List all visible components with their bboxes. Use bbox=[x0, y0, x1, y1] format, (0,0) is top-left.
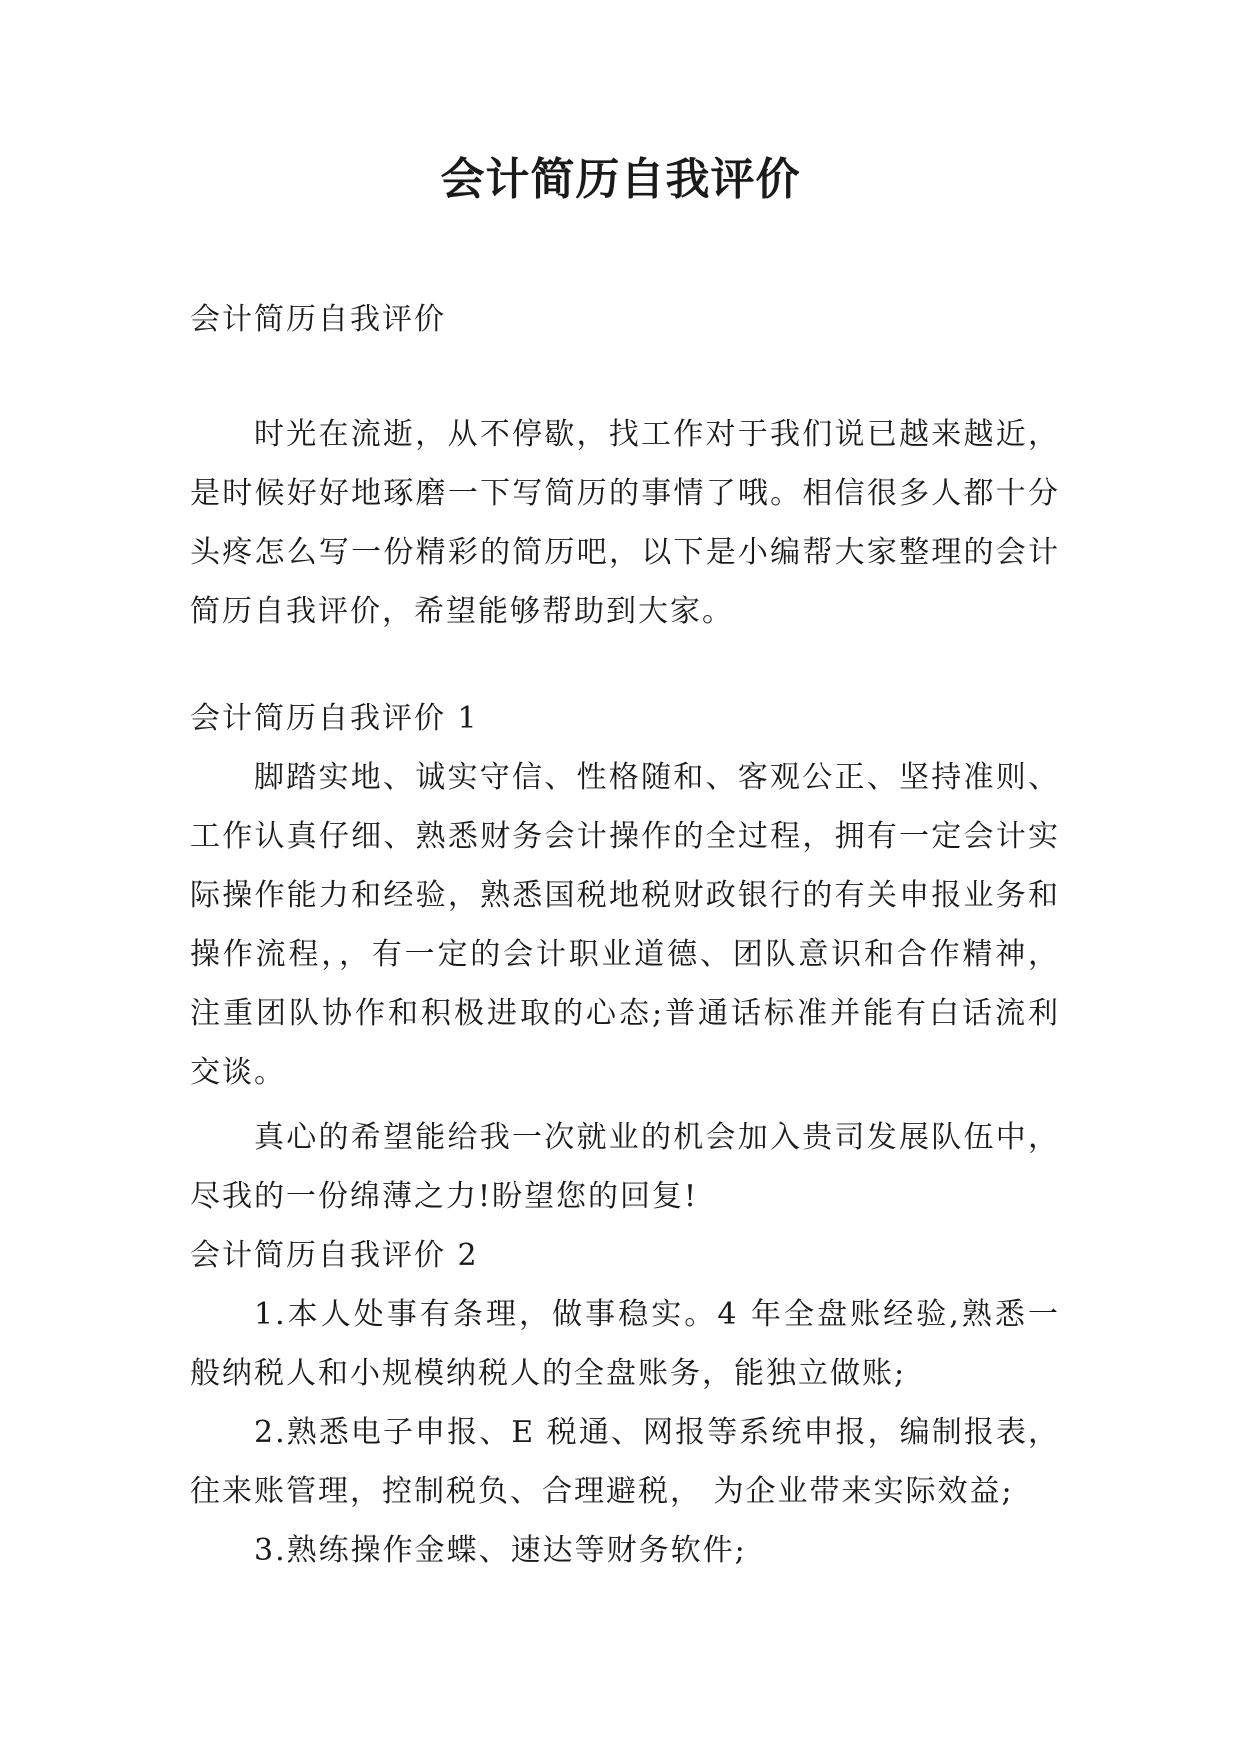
section-2-heading: 会计简历自我评价 2 bbox=[190, 1238, 479, 1273]
subtitle: 会计简历自我评价 bbox=[190, 302, 446, 337]
document-body bbox=[190, 290, 1060, 1580]
intro-paragraph: 时光在流逝，从不停歇，找工作对于我们说已越来越近，是时候好好地琢磨一下写简历的事情了哦。相信很多人都十分头疼怎么写一份精彩的简历吧，以下是小编帮大家整理的会计简历自我评价，希望能够帮助到大家。 bbox=[190, 417, 1060, 629]
section-1-heading: 会计简历自我评价 1 bbox=[190, 701, 479, 736]
section-2-item-1: 1.本人处事有条理，做事稳实。4 年全盘账经验,熟悉一般纳税人和小规模纳税人的全盘账务，能独立做账; bbox=[190, 1297, 1060, 1391]
section-2-item-3: 3.熟练操作金蝶、速达等财务软件; bbox=[254, 1533, 747, 1568]
section-2-item-2: 2.熟悉电子申报、E 税通、网报等系统申报，编制报表，往来账管理，控制税负、合理避税， 为企业带来实际效益; bbox=[190, 1415, 1060, 1509]
section-1-paragraph-1: 脚踏实地、诚实守信、性格随和、客观公正、坚持准则、工作认真仔细、熟悉财务会计操作的全过程，拥有一定会计实际操作能力和经验，熟悉国税地税财政银行的有关申报业务和操作流程，，有一定的会计职业道德、团队意识和合作精神，注重团队协作和积极进取的心态;普通话标准并能有白话流利交谈。 bbox=[190, 760, 1060, 1090]
document-title: 会计简历自我评价 bbox=[440, 154, 801, 205]
section-1-paragraph-2: 真心的希望能给我一次就业的机会加入贵司发展队伍中，尽我的一份绵薄之力!盼望您的回复! bbox=[190, 1120, 1060, 1214]
